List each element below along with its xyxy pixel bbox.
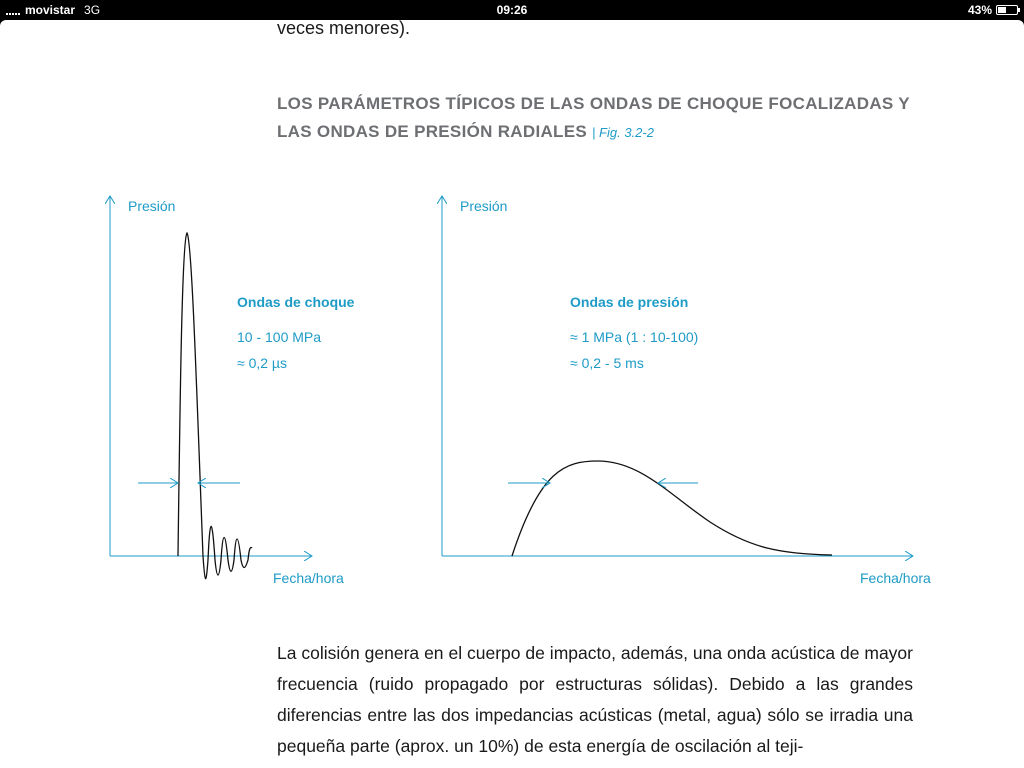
- pressurewave-pressure-param: ≈ 1 MPa (1 : 10-100): [570, 329, 699, 345]
- shockwave-title: Ondas de choque: [237, 294, 355, 310]
- body-paragraph: La colisión genera en el cuerpo de impacto, además, una onda acústica de mayor frecuencia (ruido propagado por estructuras sólidas). Debido a las grandes diferencias entre las dos impedancias acústicas (metal, agua) sólo se irradia una pequeña parte (aprox. un 10%) de esta energía de oscilación al teji-: [277, 643, 913, 756]
- pressurewave-chart: [442, 196, 931, 586]
- shockwave-x-label: Fecha/hora: [273, 570, 344, 586]
- previous-paragraph-end: veces menores).: [277, 20, 411, 38]
- pressurewave-title: Ondas de presión: [570, 294, 689, 310]
- pressurewave-x-label: Fecha/hora: [860, 570, 931, 586]
- shockwave-curve: [178, 233, 252, 579]
- battery-percent: 43%: [967, 3, 992, 17]
- battery-fill: [998, 7, 1006, 13]
- battery-icon: [996, 5, 1018, 15]
- shockwave-duration-param: ≈ 0,2 µs: [237, 355, 287, 371]
- status-bar: [0, 0, 1024, 20]
- pressurewave-duration-param: ≈ 0,2 - 5 ms: [570, 355, 644, 371]
- shockwave-pressure-param: 10 - 100 MPa: [237, 329, 322, 345]
- reader-page[interactable]: [0, 20, 1024, 768]
- shockwave-y-label: Presión: [128, 198, 176, 214]
- status-right: [968, 3, 1018, 17]
- pressurewave-curve: [512, 461, 832, 556]
- clock: 09:26: [496, 3, 528, 17]
- figure-title: LOS PARÁMETROS TÍPICOS DE LAS ONDAS DE CHOQUE FOCALIZADAS Y LAS ONDAS DE PRESIÓN RADIALES: [277, 94, 910, 141]
- figure-reference-link[interactable]: | Fig. 3.2-2: [592, 125, 654, 140]
- shockwave-chart: [110, 196, 355, 586]
- network-type: 3G: [84, 3, 101, 17]
- pressurewave-y-label: Presión: [460, 198, 508, 214]
- carrier-name: movistar: [25, 3, 76, 17]
